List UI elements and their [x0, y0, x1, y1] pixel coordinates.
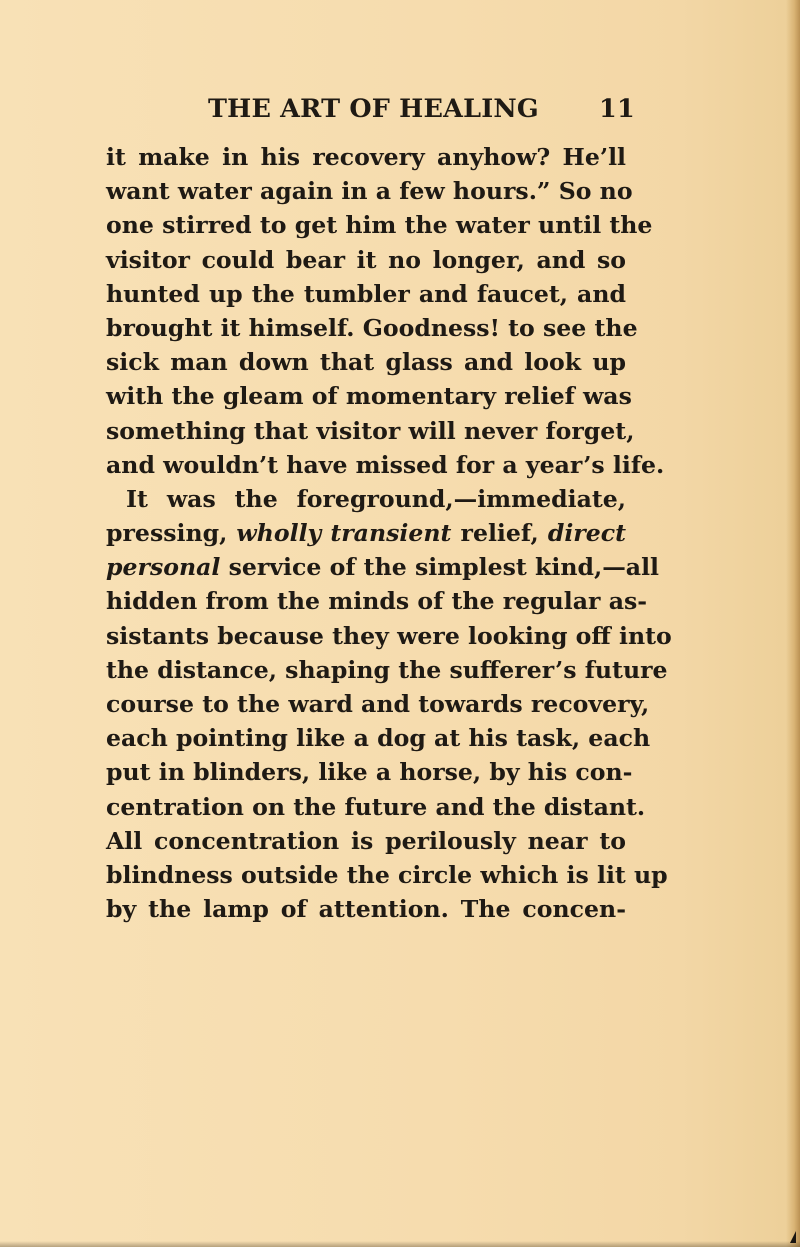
text-line: something that visitor will never forget, — [106, 416, 635, 445]
text-line: hunted up the tumbler and faucet, and — [106, 279, 626, 308]
text-line-paragraph-start: It was the foreground,—immediate, — [126, 484, 626, 513]
text-segment: service of the simplest kind,—all — [220, 553, 660, 582]
text-line: brought it himself. Goodness! to see the — [106, 313, 638, 342]
text-line: visitor could bear it no longer, and so — [106, 245, 626, 274]
running-head — [208, 94, 635, 132]
text-line: All concentration is perilously near to — [106, 826, 626, 855]
page-bottom-shadow — [0, 1241, 800, 1247]
text-line: put in blinders, like a horse, by his con- — [106, 758, 633, 787]
text-line: the distance, shaping the sufferer’s future — [106, 655, 668, 684]
body-text — [106, 140, 672, 926]
text-line: centration on the future and the distant. — [106, 792, 646, 821]
text-line: and wouldn’t have missed for a year’s life. — [106, 450, 665, 479]
text-segment: relief, — [451, 519, 548, 548]
corner-mark — [790, 1231, 796, 1243]
text-line: course to the ward and towards recovery, — [106, 690, 650, 718]
text-segment: pressing, — [106, 519, 237, 548]
text-line: it make in his recovery anyhow? He’ll — [106, 143, 626, 171]
text-line: want water again in a few hours.” So no — [106, 177, 633, 206]
text-line: with the gleam of momentary relief was — [106, 382, 632, 411]
text-line: blindness outside the circle which is lit up — [106, 860, 668, 889]
text-line: sistants because they were looking off into — [106, 621, 672, 650]
text-line: hidden from the minds of the regular as- — [106, 587, 648, 616]
text-line: sick man down that glass and look up — [106, 348, 626, 377]
italic-segment: direct — [547, 519, 627, 548]
text-line: one stirred to get him the water until the — [106, 211, 653, 240]
italic-segment: wholly transient — [236, 519, 452, 548]
italic-segment: personal — [106, 553, 221, 582]
page-number: 11 — [599, 94, 635, 124]
text-line: each pointing like a dog at his task, each — [106, 724, 651, 753]
text-line: by the lamp of attention. The concen- — [106, 895, 626, 924]
page-edge-shadow — [786, 0, 800, 1247]
text-line-italic-mixed — [106, 516, 626, 550]
text-line-italic-mixed — [106, 550, 660, 584]
running-head-title: THE ART OF HEALING — [208, 94, 539, 124]
